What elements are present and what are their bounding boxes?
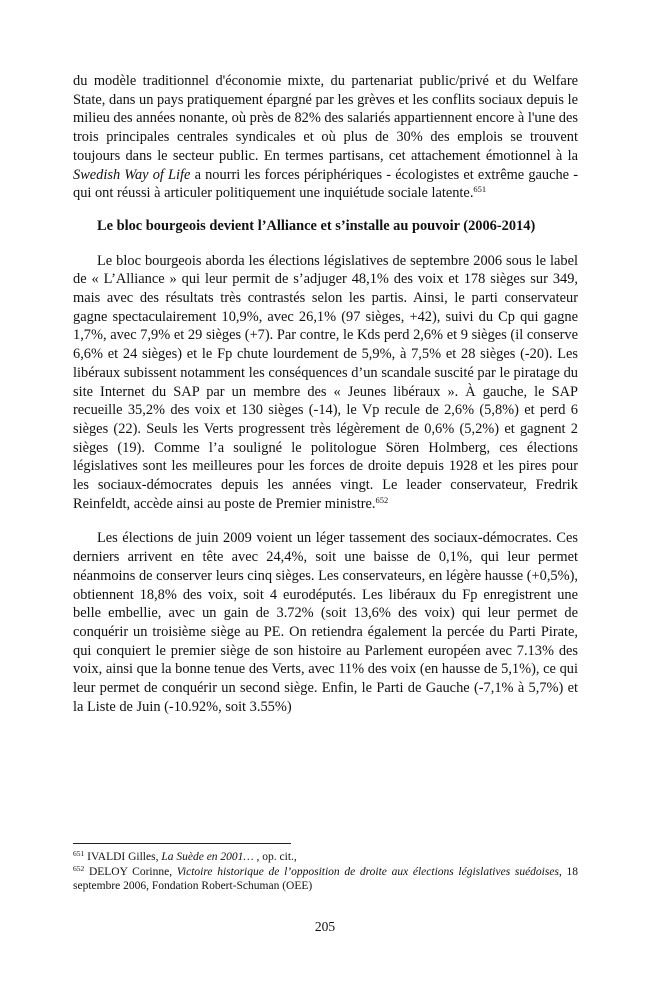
footnote-652	[73, 865, 578, 894]
paragraph-1	[73, 72, 578, 203]
footnote-651	[73, 850, 578, 865]
paragraph-1-text-end: a nourri les forces périphériques - écologistes et extrême gauche - qui ont réussi à articuler politiquement une inquiétude sociale latente.	[73, 166, 579, 202]
section-heading: Le bloc bourgeois devient l’Alliance et s’installe au pouvoir (2006-2014)	[97, 217, 536, 234]
footnote-rest: , 18 septembre 2006, Fondation Robert-Schuman (OEE)	[73, 865, 578, 892]
footnote-separator	[73, 843, 291, 844]
footnote-ref-652[interactable]: 652	[375, 494, 389, 505]
paragraph-3: Les élections de juin 2009 voient un léger tassement des sociaux-démocrates. Ces derniers arrivent en tête avec 24,4%, soit une baisse de 0,1%, qui leur permet néanmoins de conserver leurs cinq sièges. Les conservateurs, en légère hausse (+0,5%), obtiennent 18,8% des voix, soit 4 eurodéputés. Les libéraux du Fp enregistrent une belle embellie, avec un gain de 3.72% (soit 13,6% des voix) qui leur permet de conquérir un troisième siège au PE. On retiendra également la percée du Parti Pirate, qui conquiert le premier siège de son histoire au Parlement européen avec 7.13% des voix, ainsi que la bonne tenue des Verts, avec 11% des voix (en hausse de 5,1%), ce qui leur permet de conquérir un second siège. Enfin, le Parti de Gauche (-7,1% à 5,7%) et la Liste de Juin (-10.92%, soit 3.55%)	[73, 530, 578, 715]
footnote-ref-651[interactable]: 651	[473, 184, 487, 195]
footnote-title: Victoire historique de l’opposition de droite aux élections législatives suédoises	[176, 865, 559, 878]
footnote-author: IVALDI Gilles,	[87, 851, 162, 863]
paragraph-1-italic: Swedish Way of Life	[73, 166, 191, 183]
footnote-number: 652	[73, 863, 85, 873]
paragraph-2	[73, 252, 578, 514]
footnote-number: 651	[73, 849, 85, 858]
footnote-author: DELOY Corinne,	[88, 865, 177, 878]
paragraph-1-text: du modèle traditionnel d'économie mixte, du partenariat public/privé et du Welfare State, dans un pays pratiquement épargné par les grèves et les conflits sociaux depuis le milieu des années nonante, où près de 82% des salariés appartiennent encore à l'une des trois principales centrales syndicales et où plus de 30% des emplois se trouvent toujours dans le secteur public. En termes partisans, cet attachement émotionnel à la	[73, 73, 578, 164]
footnote-title: La Suède en 2001… ,	[161, 851, 260, 863]
footnote-rest: op. cit.,	[259, 851, 297, 863]
footnotes	[73, 850, 578, 894]
page-body	[73, 72, 578, 717]
page-number: 205	[314, 919, 336, 934]
paragraph-2-text: Le bloc bourgeois aborda les élections législatives de septembre 2006 sous le label de « L’Alliance » qui leur permit de s’adjuger 48,1% des voix et 178 sièges sur 349, mais avec des résultats très contrastés selon les partis. Ainsi, le parti conservateur gagne spectaculairement 10,9%, avec 26,1% (97 sièges, +42), suivi du Cp qui gagne 1,7%, avec 7,9% et 29 sièges (+7). Par contre, le Kds perd 2,6% et 9 sièges (il conserve 6,6% et 24 sièges) et le Fp chute lourdement de 5,9%, à 7,5% et 28 sièges (-20). Les libéraux subissent notamment les conséquences d’un scandale suscité par le piratage du site Internet du SAP par un membre des « Jeunes libéraux ». À gauche, le SAP recueille 35,2% des voix et 130 sièges (-14), le Vp recule de 2,6% (5,8%) et perd 6 sièges (22). Seuls les Verts progressent très légèrement de 0,6% (5,2%) et gagnent 2 sièges (19). Comme l’a souligné le politologue Sören Holmberg, ces élections législatives sont les meilleures pour les forces de droite depuis 1928 et les pires pour les sociaux-démocrates depuis les années vingt. Le leader conservateur, Fredrik Reinfeldt, accède ainsi au poste de Premier ministre.	[73, 252, 578, 512]
